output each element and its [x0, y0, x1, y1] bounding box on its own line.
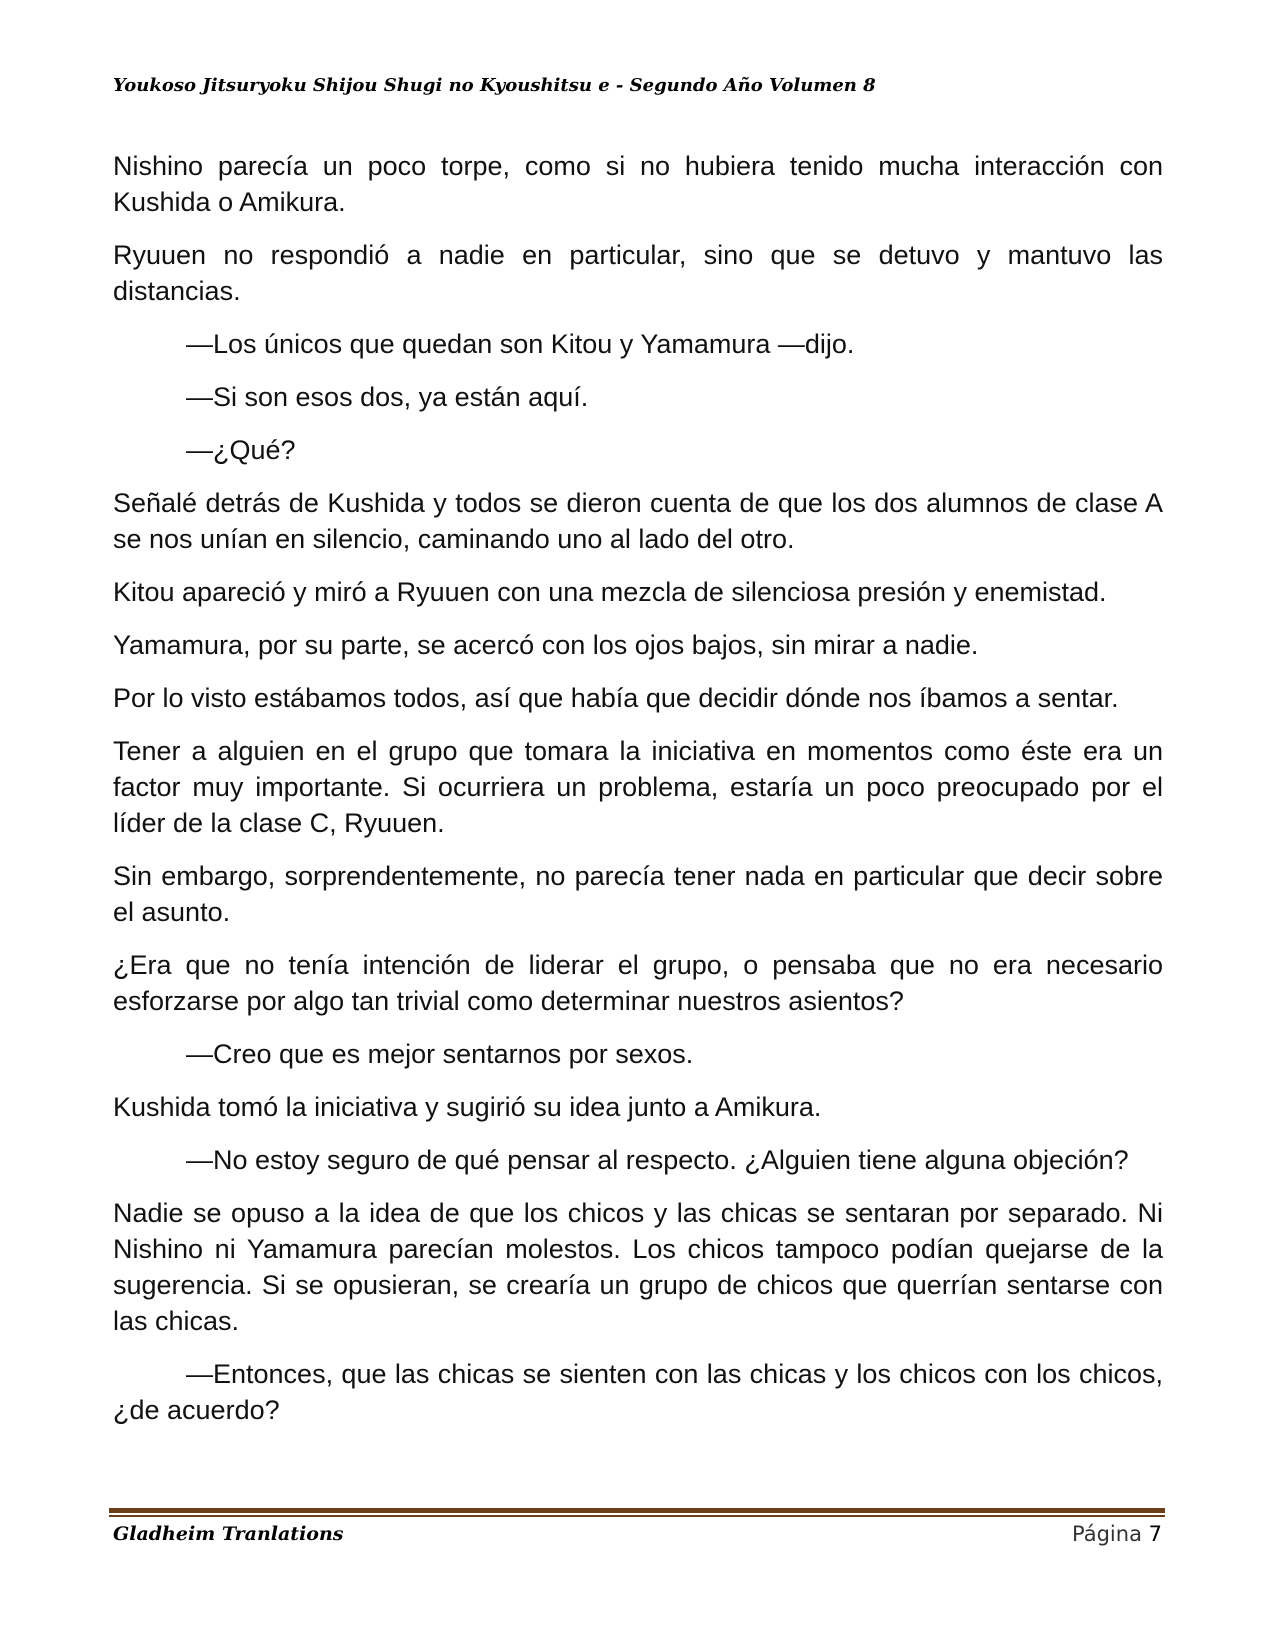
- paragraph: Por lo visto estábamos todos, así que había que decidir dónde nos íbamos a sentar.: [113, 683, 1119, 713]
- paragraph: Tener a alguien en el grupo que tomara la iniciativa en momentos como éste era un factor muy importante. Si ocurriera un problema, estaría un poco preocupado por el líder de la clase C, Ryuuen.: [113, 736, 1163, 838]
- paragraph: Kitou apareció y miró a Ryuuen con una mezcla de silenciosa presión y enemistad.: [113, 577, 1107, 607]
- dialogue-line: —Creo que es mejor sentarnos por sexos.: [186, 1039, 694, 1069]
- footer-divider-thick: [109, 1508, 1165, 1513]
- dialogue-line: —¿Qué?: [186, 435, 296, 465]
- dialogue-line: —Si son esos dos, ya están aquí.: [186, 382, 589, 412]
- page-indicator: [1072, 1518, 1162, 1550]
- page-number: 7: [1148, 1522, 1162, 1546]
- footer-divider: [109, 1508, 1165, 1517]
- paragraph: Ryuuen no respondió a nadie en particular, sino que se detuvo y mantuvo las distancias.: [113, 240, 1163, 306]
- running-header: Youkoso Jitsuryoku Shijou Shugi no Kyoushitsu e - Segundo Año Volumen 8: [113, 75, 876, 96]
- dialogue-line: —Los únicos que quedan son Kitou y Yamamura —dijo.: [186, 329, 855, 359]
- paragraph: Nadie se opuso a la idea de que los chicos y las chicas se sentaran por separado. Ni Nishino ni Yamamura parecían molestos. Los chicos tampoco podían quejarse de la sugerencia. Si se opusieran, se crearía un grupo de chicos que querrían sentarse con las chicas.: [113, 1198, 1163, 1336]
- page-label: Página: [1072, 1522, 1142, 1546]
- footer-credit: Gladheim Tranlations: [113, 1523, 344, 1545]
- paragraph: Yamamura, por su parte, se acercó con los ojos bajos, sin mirar a nadie.: [113, 630, 979, 660]
- paragraph: Nishino parecía un poco torpe, como si no hubiera tenido mucha interacción con Kushida o Amikura.: [113, 151, 1163, 217]
- page-body: [113, 148, 1163, 1445]
- paragraph: Sin embargo, sorprendentemente, no parecía tener nada en particular que decir sobre el asunto.: [113, 861, 1163, 927]
- paragraph: ¿Era que no tenía intención de liderar el grupo, o pensaba que no era necesario esforzarse por algo tan trivial como determinar nuestros asientos?: [113, 950, 1163, 1016]
- dialogue-line: —Entonces, que las chicas se sienten con las chicas y los chicos con los chicos, ¿de acuerdo?: [113, 1359, 1163, 1425]
- paragraph: Señalé detrás de Kushida y todos se dieron cuenta de que los dos alumnos de clase A se nos unían en silencio, caminando uno al lado del otro.: [113, 488, 1163, 554]
- footer-divider-thin: [109, 1515, 1165, 1517]
- paragraph: Kushida tomó la iniciativa y sugirió su idea junto a Amikura.: [113, 1092, 822, 1122]
- dialogue-line: —No estoy seguro de qué pensar al respecto. ¿Alguien tiene alguna objeción?: [186, 1145, 1129, 1175]
